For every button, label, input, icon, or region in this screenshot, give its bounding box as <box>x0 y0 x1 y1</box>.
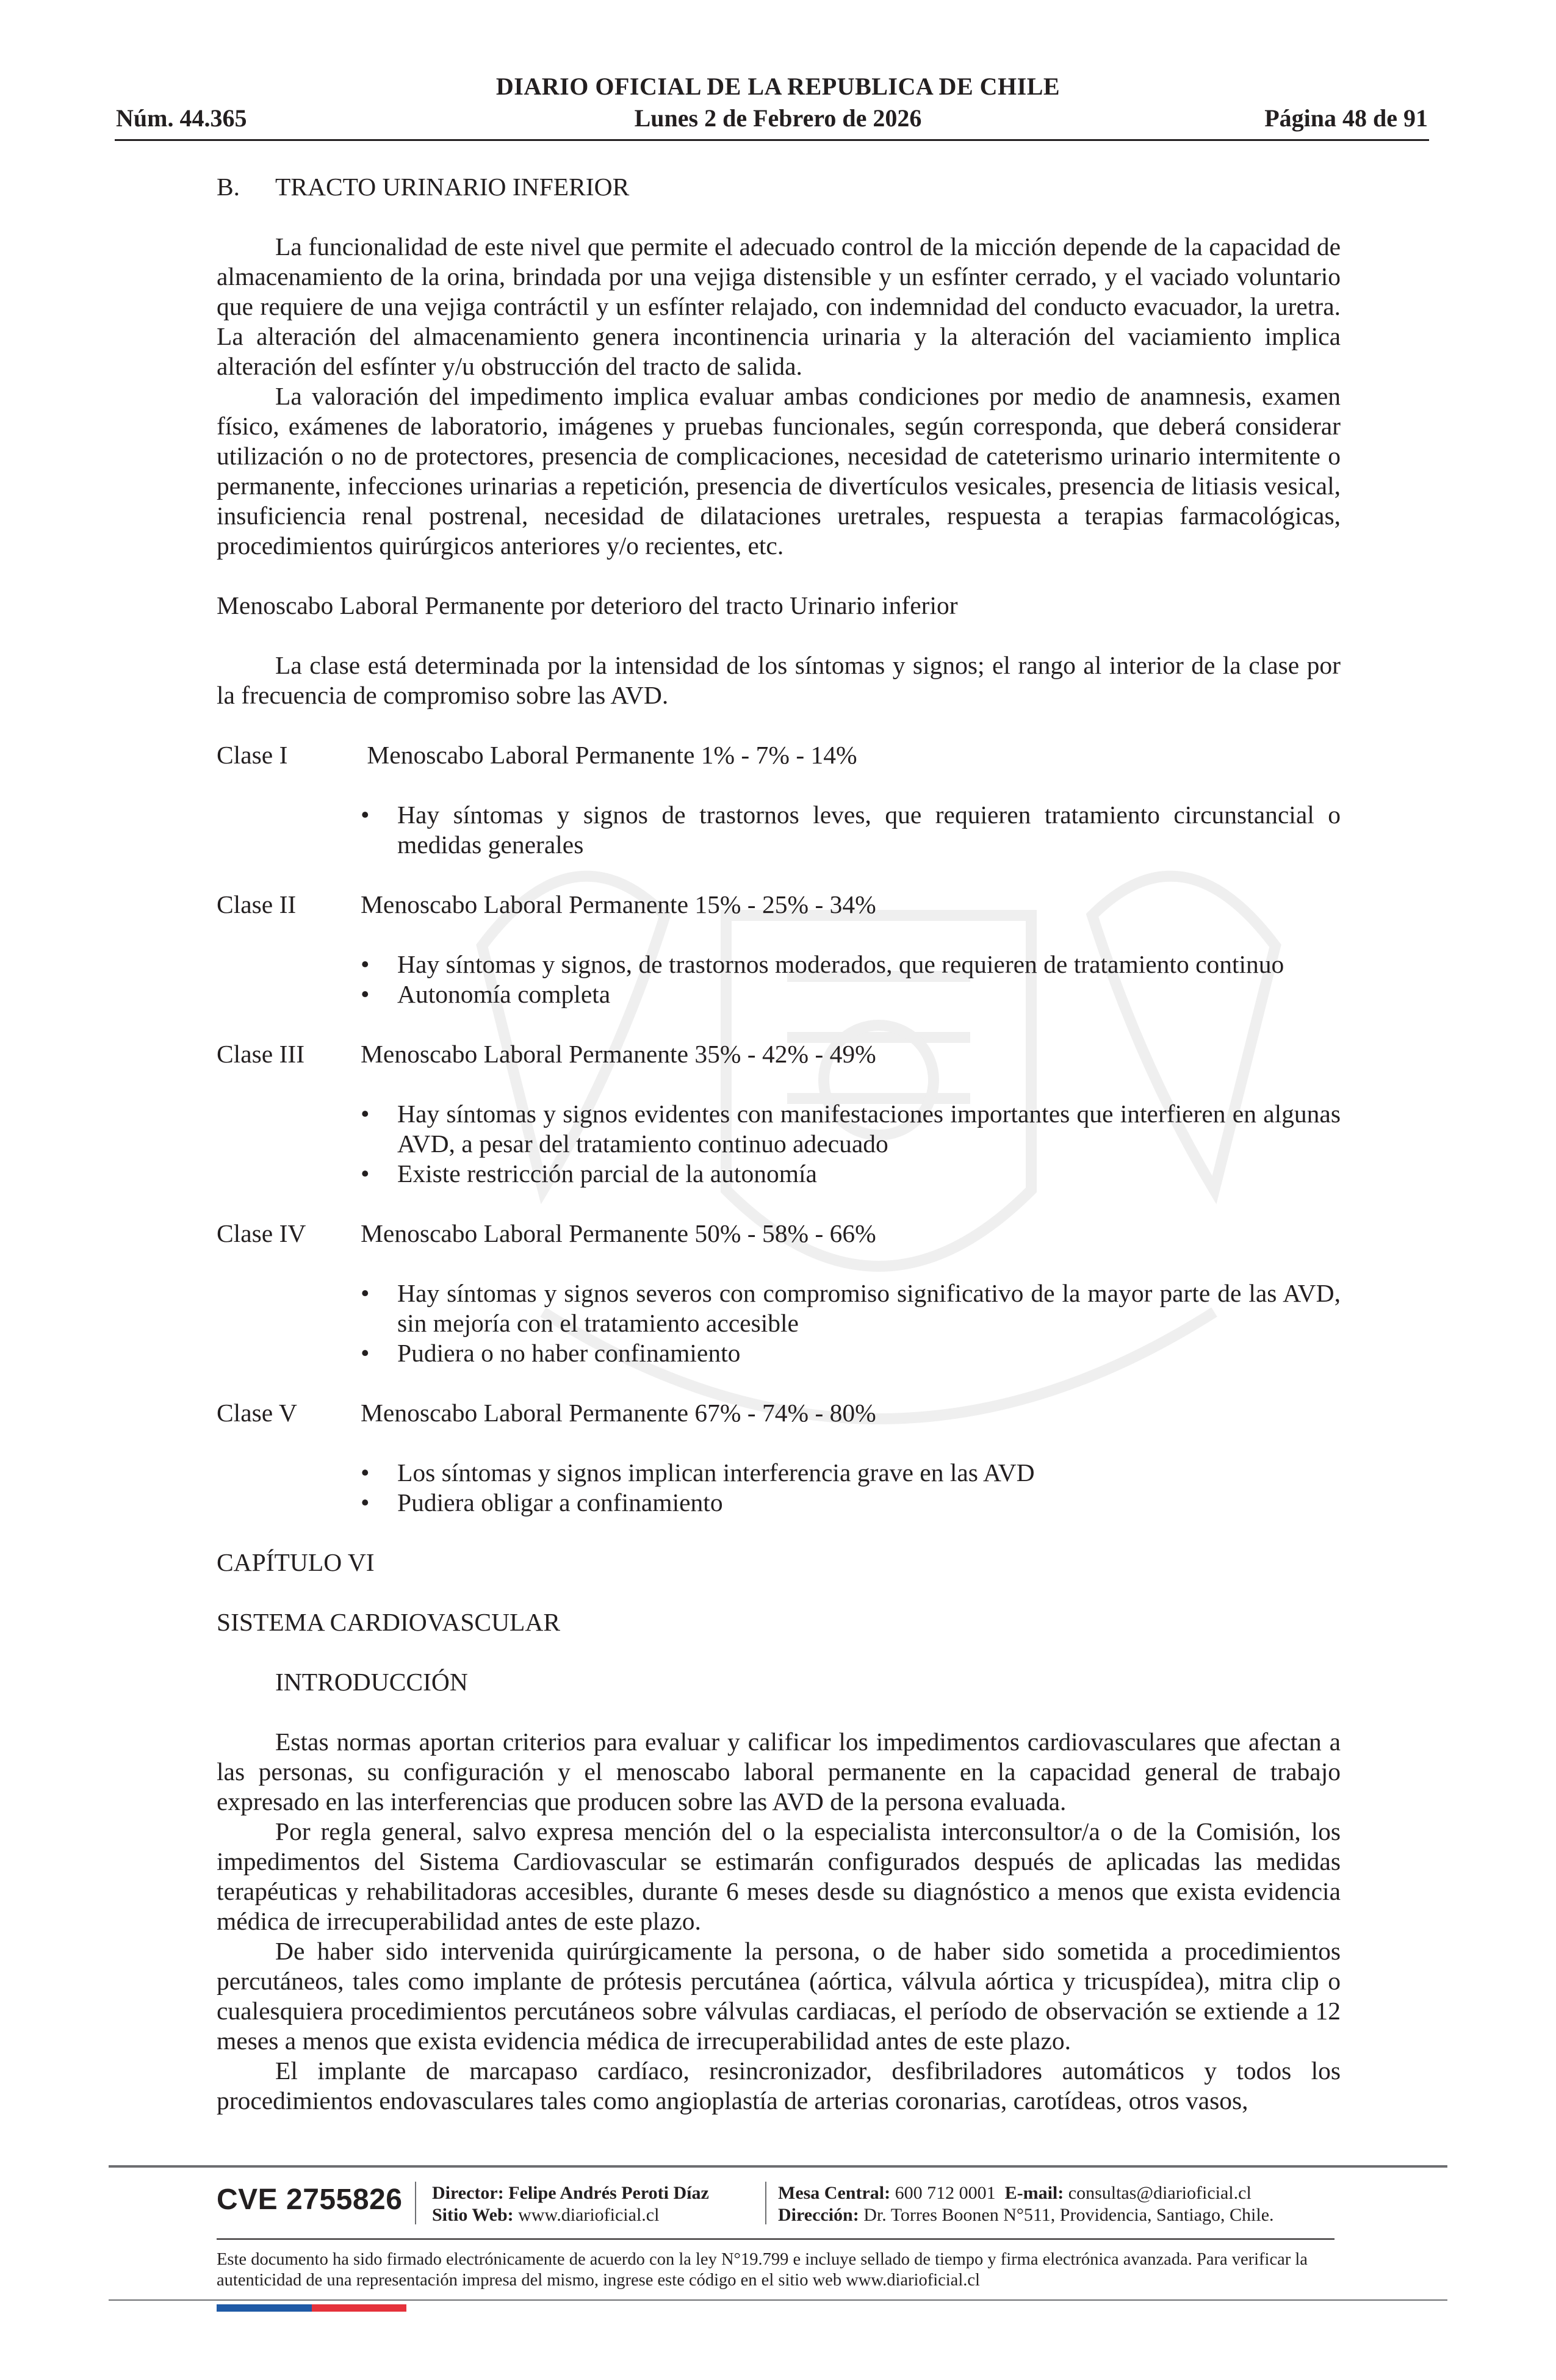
bullet-list <box>217 1099 1341 1189</box>
intro-heading: INTRODUCCIÓN <box>275 1668 468 1696</box>
class-row <box>217 740 1341 770</box>
chapter-number: CAPÍTULO VI <box>217 1548 375 1576</box>
web-label: Sitio Web: <box>432 2205 514 2225</box>
class-range: Menoscabo Laboral Permanente 1% - 7% - 14% <box>361 741 857 769</box>
paragraph: La clase está determinada por la intensidad de los síntomas y signos; el rango al interior de la clase por la frecuencia de compromiso sobre las AVD. <box>217 651 1341 709</box>
section-heading <box>217 172 1341 202</box>
class-label: Clase III <box>217 1040 305 1068</box>
class-row <box>217 1398 1341 1428</box>
subheading: Menoscabo Laboral Permanente por deterioro del tracto Urinario inferior <box>217 591 958 619</box>
publication-title: DIARIO OFICIAL DE LA REPUBLICA DE CHILE <box>495 73 1061 100</box>
address-value: Dr. Torres Boonen N°511, Providencia, Santiago, Chile. <box>863 2205 1274 2225</box>
bullet-list <box>217 1458 1341 1518</box>
flag-stripe-blue <box>217 2304 312 2312</box>
list-item: • Hay síntomas y signos, de trastornos moderados, que requieren de tratamiento continuo <box>361 950 1284 978</box>
header-divider <box>115 139 1429 141</box>
class-range: Menoscabo Laboral Permanente 50% - 58% - 66% <box>361 1219 876 1247</box>
page-number: Página 48 de 91 <box>1264 104 1428 132</box>
class-range: Menoscabo Laboral Permanente 67% - 74% - 80% <box>361 1399 876 1427</box>
list-item: • Hay síntomas y signos evidentes con manifestaciones importantes que interfieren en algunas AVD, a pesar del tratamiento continuo adecuado <box>361 1100 1341 1158</box>
paragraph: De haber sido intervenida quirúrgicamente la persona, o de haber sido sometida a procedimientos percutáneos, tales como implante de prótesis percutánea (aórtica, válvula aórtica y tricuspídea), mitra clip o cualesquiera procedimientos percutáneos sobre válvulas cardiacas, el período de observación se extiende a 12 meses a menos que exista evidencia médica de irrecuperabilidad antes de este plazo. <box>217 1937 1341 2055</box>
footer-contact-block <box>778 2182 1274 2226</box>
paragraph: El implante de marcapaso cardíaco, resincronizador, desfibriladores automáticos y todos los procedimientos endovasculares tales como angioplastía de arterias coronarias, carotídeas, otros vasos, <box>217 2057 1341 2115</box>
chapter-title: SISTEMA CARDIOVASCULAR <box>217 1608 561 1636</box>
director-label: Director: <box>432 2183 504 2203</box>
list-item: • Hay síntomas y signos severos con compromiso significativo de la mayor parte de las AVD, sin mejoría con el tratamiento accesible <box>361 1279 1341 1337</box>
footer-divider <box>217 2238 1334 2240</box>
phone-value: 600 712 0001 <box>895 2183 996 2203</box>
bullet-list <box>217 800 1341 860</box>
class-range: Menoscabo Laboral Permanente 15% - 25% - 34% <box>361 890 876 918</box>
email-label: E-mail: <box>1004 2183 1064 2203</box>
list-item: • Pudiera o no haber confinamiento <box>361 1339 741 1367</box>
class-row <box>217 890 1341 920</box>
bullet-list <box>217 1278 1341 1368</box>
class-label: Clase II <box>217 890 297 918</box>
section-title: TRACTO URINARIO INFERIOR <box>275 173 630 201</box>
class-label: Clase V <box>217 1399 297 1427</box>
section-letter: B. <box>217 173 240 201</box>
class-label: Clase I <box>217 741 288 769</box>
list-item: • Existe restricción parcial de la autonomía <box>361 1159 817 1188</box>
web-link[interactable]: www.diarioficial.cl <box>518 2205 660 2225</box>
bullet-list <box>217 950 1341 1009</box>
list-item: • Autonomía completa <box>361 980 611 1008</box>
issue-number: Núm. 44.365 <box>116 104 247 132</box>
phone-label: Mesa Central: <box>778 2183 891 2203</box>
footer-separator <box>415 2182 416 2224</box>
email-link[interactable]: consultas@diarioficial.cl <box>1068 2183 1252 2203</box>
footer-divider <box>109 2299 1447 2301</box>
legal-note: Este documento ha sido firmado electrónicamente de acuerdo con la ley N°19.799 e incluye sellado de tiempo y firma electrónica avanzada. Para verificar la autenticidad de una representación impresa del mismo, ingrese este código en el sitio web www.diarioficial.cl <box>217 2250 1308 2290</box>
document-body <box>217 172 1341 2116</box>
class-label: Clase IV <box>217 1219 306 1247</box>
issue-date: Lunes 2 de Febrero de 2026 <box>634 104 922 132</box>
cve-code: CVE 2755826 <box>217 2183 403 2216</box>
list-item: • Hay síntomas y signos de trastornos leves, que requieren tratamiento circunstancial o medidas generales <box>361 801 1341 859</box>
footer-divider <box>109 2165 1447 2168</box>
footer-director-block <box>432 2182 709 2226</box>
paragraph: Por regla general, salvo expresa mención del o la especialista interconsultor/a o de la Comisión, los impedimentos del Sistema Cardiovascular se estimarán configurados después de aplicadas las medidas terapéuticas y rehabilitadoras accesibles, durante 6 meses desde su diagnóstico a menos que exista evidencia médica de irrecuperabilidad antes de este plazo. <box>217 1817 1341 1935</box>
class-row <box>217 1219 1341 1249</box>
paragraph: La valoración del impedimento implica evaluar ambas condiciones por medio de anamnesis, examen físico, exámenes de laboratorio, imágenes y pruebas funcionales, según corresponda, que deberá considerar utilización o no de protectores, presencia de complicaciones, necesidad de cateterismo urinario intermitente o permanente, infecciones urinarias a repetición, presencia de divertículos vesicales, presencia de litiasis vesical, insuficiencia renal postrenal, necesidad de dilataciones uretrales, respuesta a terapias farmacológicas, procedimientos quirúrgicos anteriores y/o recientes, etc. <box>217 382 1341 560</box>
address-label: Dirección: <box>778 2205 859 2225</box>
footer-separator <box>765 2182 766 2224</box>
class-row <box>217 1039 1341 1069</box>
flag-stripe-red <box>312 2304 406 2312</box>
list-item: • Los síntomas y signos implican interferencia grave en las AVD <box>361 1459 1035 1487</box>
paragraph: La funcionalidad de este nivel que permite el adecuado control de la micción depende de la capacidad de almacenamiento de la orina, brindada por una vejiga distensible y un esfínter cerrado, y el vaciado voluntario que requiere de una vejiga contráctil y un esfínter relajado, con indemnidad del conducto evacuador, la uretra. La alteración del almacenamiento genera incontinencia urinaria y la alteración del vaciamiento implica alteración del esfínter y/u obstrucción del tracto de salida. <box>217 233 1341 380</box>
list-item: • Pudiera obligar a confinamiento <box>361 1488 723 1516</box>
paragraph: Estas normas aportan criterios para evaluar y calificar los impedimentos cardiovasculares que afectan a las personas, su configuración y el menoscabo laboral permanente en la capacidad general de trabajo expresado en las interferencias que producen sobre las AVD de la persona evaluada. <box>217 1728 1341 1816</box>
director-name: Felipe Andrés Peroti Díaz <box>508 2183 709 2203</box>
class-range: Menoscabo Laboral Permanente 35% - 42% - 49% <box>361 1040 876 1068</box>
